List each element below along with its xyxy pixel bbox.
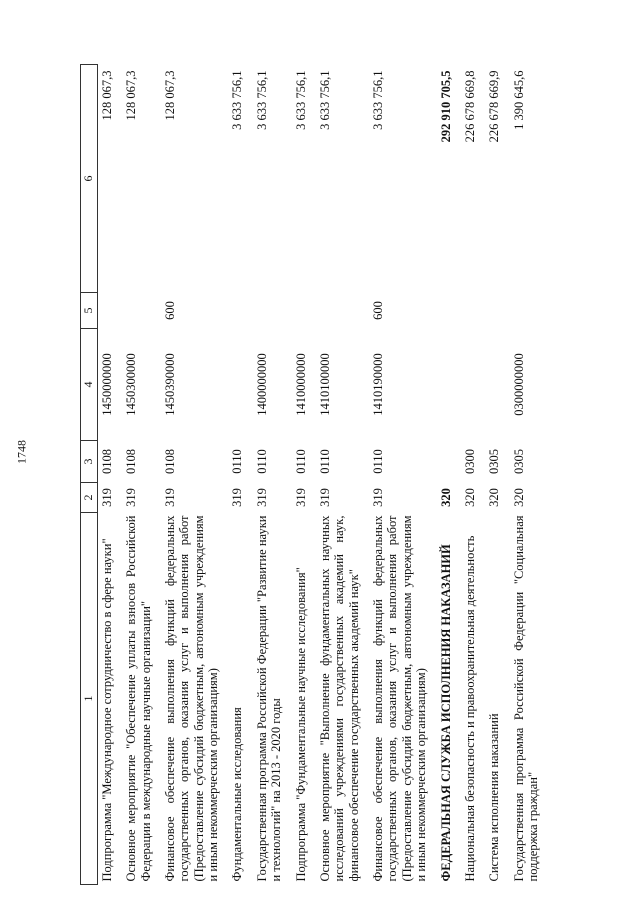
row-amount: 128 067,3: [162, 70, 177, 121]
row-target-code: 1400000000: [254, 353, 269, 416]
row-name: Государственная программа Российской Федерации "Социальная поддержка граждан": [511, 515, 541, 882]
row-expense-type: [461, 293, 485, 329]
row-expense-type: [122, 293, 161, 329]
header-row: [81, 65, 98, 885]
header-col-2: 2: [81, 483, 98, 513]
row-section-code: 0108: [162, 449, 177, 474]
table-row: [369, 65, 437, 885]
row-amount: 1 390 645,6: [511, 70, 526, 130]
table-row: [461, 65, 485, 885]
row-name: Фундаментальные исследования: [230, 707, 245, 882]
row-name: ФЕДЕРАЛЬНАЯ СЛУЖБА ИСПОЛНЕНИЯ НАКАЗАНИЙ: [438, 544, 453, 882]
row-target-code: 1410190000: [371, 353, 386, 416]
row-target-code: 1410000000: [293, 353, 308, 416]
row-section-code: 0110: [293, 449, 308, 474]
row-target-code: [437, 329, 461, 441]
header-col-6: 6: [81, 65, 98, 293]
row-amount: 226 678 669,8: [462, 70, 477, 143]
row-expense-type: [316, 293, 369, 329]
row-section-code: 0108: [97, 441, 122, 483]
row-name: Национальная безопасность и правоохранительная деятельность: [462, 535, 477, 882]
table-row: [316, 65, 369, 885]
row-section-code: 0110: [254, 449, 269, 474]
header-col-5: 5: [81, 293, 98, 329]
row-ministry-code: 319: [317, 488, 332, 507]
row-name: Финансовое обеспечение выполнения функций федеральных государственных органов, оказания услуг и выполнения работ (Предоставление субсидий бюджетным, автономным учреждениям и иным некоммерческим организациям): [162, 515, 221, 882]
row-target-code: 1450390000: [162, 353, 177, 416]
row-expense-type: 600: [371, 301, 386, 320]
table-row: [97, 65, 122, 885]
row-ministry-code: 320: [438, 488, 453, 507]
row-target-code: [485, 329, 509, 441]
table-row: [510, 65, 549, 885]
row-amount: 3 633 756,1: [230, 70, 245, 130]
table-row: [292, 65, 316, 885]
row-expense-type: 600: [162, 301, 177, 320]
row-expense-type: [97, 293, 122, 329]
row-target-code: [228, 329, 252, 441]
row-amount: 3 633 756,1: [254, 70, 269, 130]
table-row: [161, 65, 229, 885]
row-name: Финансовое обеспечение выполнения функций федеральных государственных органов, оказания услуг и выполнения работ (Предоставление субсидий бюджетным, автономным учреждениям и иным некоммерческим организациям): [371, 515, 429, 882]
row-amount: 128 067,3: [97, 65, 122, 293]
table-row: [228, 65, 252, 885]
row-section-code: 0110: [371, 449, 386, 474]
row-amount: 3 633 756,1: [317, 70, 332, 130]
table-row: [253, 65, 292, 885]
row-section-code: 0305: [511, 449, 526, 474]
row-section-code: 0305: [487, 449, 502, 474]
row-ministry-code: 319: [371, 488, 386, 507]
row-amount: 226 678 669,9: [487, 70, 502, 143]
row-expense-type: [292, 293, 316, 329]
row-section-code: 0110: [230, 449, 245, 474]
row-target-code: 0300000000: [511, 353, 526, 416]
row-expense-type: [485, 293, 509, 329]
rotated-page: [80, 65, 620, 885]
page-number-text: 1748: [14, 440, 29, 464]
row-target-code: [461, 329, 485, 441]
row-section-code: 0110: [317, 449, 332, 474]
row-target-code: 1450300000: [124, 353, 139, 416]
row-ministry-code: 319: [293, 488, 308, 507]
row-ministry-code: 319: [254, 488, 269, 507]
row-ministry-code: 319: [230, 488, 245, 507]
row-ministry-code: 319: [124, 488, 139, 507]
row-section-code: [437, 441, 461, 483]
row-amount: 3 633 756,1: [371, 70, 386, 130]
row-target-code: 1450000000: [97, 329, 122, 441]
header-col-3: 3: [81, 441, 98, 483]
header-col-4: 4: [81, 329, 98, 441]
row-amount: 3 633 756,1: [293, 70, 308, 130]
row-expense-type: [228, 293, 252, 329]
row-ministry-code: 320: [511, 488, 526, 507]
row-name: Система исполнения наказаний: [487, 713, 502, 882]
row-section-code: 0300: [462, 449, 477, 474]
table-row: [485, 65, 509, 885]
budget-table: [80, 64, 548, 885]
row-expense-type: [253, 293, 292, 329]
row-name: Основное мероприятие "Обеспечение уплаты взносов Российской Федерации в международные научные организации": [124, 515, 153, 882]
row-expense-type: [510, 293, 549, 329]
row-target-code: 1410100000: [317, 353, 332, 416]
table-row: [122, 65, 161, 885]
row-amount: 292 910 705,5: [438, 70, 453, 143]
row-name: Подпрограмма "Фундаментальные научные исследования": [293, 567, 308, 882]
row-ministry-code: 319: [97, 483, 122, 513]
row-amount: 128 067,3: [124, 70, 139, 121]
table-row: [437, 65, 461, 885]
row-ministry-code: 320: [487, 488, 502, 507]
row-ministry-code: 319: [162, 488, 177, 507]
row-section-code: 0108: [124, 449, 139, 474]
row-ministry-code: 320: [462, 488, 477, 507]
row-name: Подпрограмма "Международное сотрудничество в сфере науки": [97, 513, 122, 885]
header-col-1: 1: [81, 513, 98, 885]
row-name: Основное мероприятие "Выполнение фундаментальных научных исследований учреждениями государственных академий наук, финансовое обеспечение государственных академий наук": [317, 515, 361, 882]
row-expense-type: [437, 293, 461, 329]
row-name: Государственная программа Российской Федерации "Развитие науки и технологий" на 2013 - 2020 годы: [254, 515, 284, 882]
